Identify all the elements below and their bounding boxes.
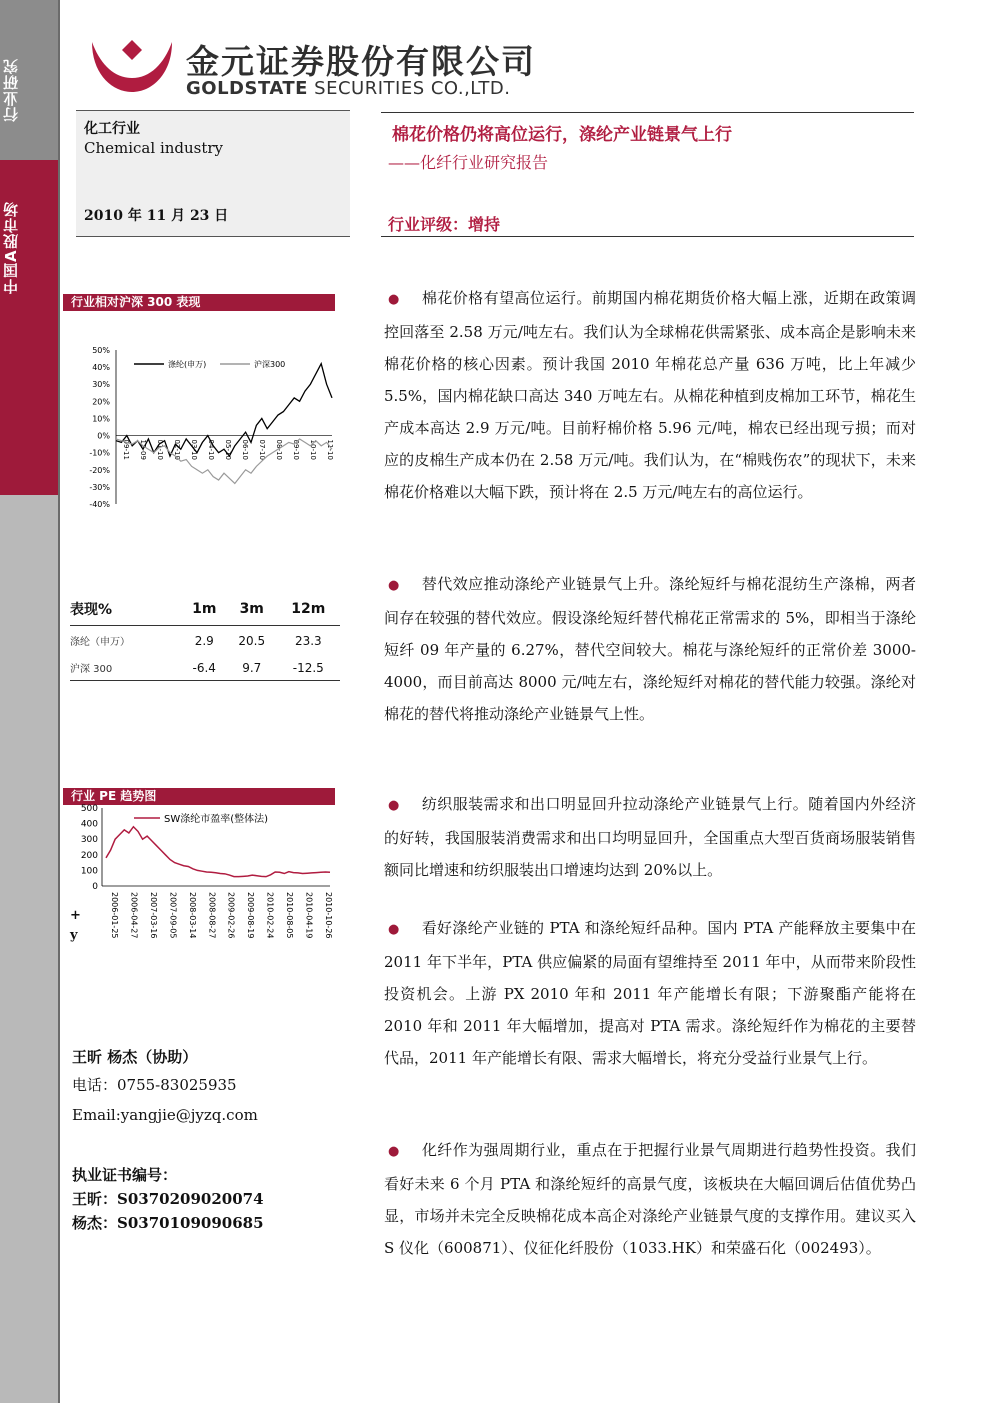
x-tick-label: 05-10 (224, 439, 232, 460)
side-letter: y (70, 928, 78, 943)
x-tick-label: 12-09 (139, 439, 147, 460)
industry-rating: 行业评级：增持 (388, 215, 501, 234)
legend-label: 沪深300 (254, 360, 286, 369)
x-tick-label: 2006-04-27 (129, 892, 139, 939)
y-tick-label: 0% (97, 431, 110, 441)
title-rule-top (381, 112, 914, 113)
industry-cn: 化工行业 (84, 121, 140, 137)
pe-chart-header: 行业 PE 趋势图 (63, 788, 335, 805)
table-spacer (63, 580, 335, 588)
author-names: 王昕 杨杰（协助） (72, 1048, 198, 1066)
row-name: 沪深 300 (70, 653, 182, 681)
table-header-1m: 1m (182, 596, 227, 626)
y-tick-label: 200 (80, 850, 98, 861)
x-tick-label: 04-10 (207, 439, 215, 460)
x-tick-label: 2009-08-19 (246, 892, 256, 939)
x-tick-label: 10-10 (309, 439, 317, 460)
paragraph-textile-demand: ● 纺织服装需求和出口明显回升拉动涤纶产业链景气上行。随着国内外经济的好转，我国服装消费需求和出口均明显回升，全国重点大型百货商场服装销售额同比增速和纺织服装出口增速均达到 20%以上。 (384, 795, 916, 879)
company-logo-icon (88, 34, 176, 96)
x-tick-label: 2008-03-14 (187, 892, 197, 939)
cert-wangxin: 王昕：S0370209020074 (72, 1190, 264, 1208)
row-value-1m: 2.9 (194, 633, 214, 648)
performance-table (70, 596, 340, 681)
x-tick-label: 2007-03-16 (148, 892, 158, 939)
y-tick-label: 0 (92, 882, 98, 892)
paragraph-pta: ● 看好涤纶产业链的 PTA 和涤纶短纤品种。国内 PTA 产能释放主要集中在 2011 年下半年，PTA 供应偏紧的局面有望维持至 2011 年中，从而带来阶段性投资机会。上游 PX 2010 年和 2011 年产能增长有限；下游聚酯产能将在 2010 年和 2011 年大幅增加，提高对 PTA 需求。涤纶短纤作为棉花的主要替代品，2011 年产能增长有限、需求大幅增长，将充分受益行业景气上行。 (384, 919, 917, 1067)
bullet-icon: ● (388, 922, 400, 937)
x-tick-label: 08-10 (275, 439, 283, 460)
x-tick-label: 2009-02-26 (226, 892, 236, 939)
report-date: 2010 年 11 月 23 日 (84, 208, 229, 224)
y-tick-label: 20% (92, 397, 110, 407)
y-tick-label: -20% (89, 465, 110, 475)
bullet-icon: ● (388, 292, 400, 307)
row-value-12m: 23.3 (294, 633, 322, 648)
x-tick-label: 2007-09-05 (168, 892, 178, 939)
row-name: 涤纶（申万） (70, 637, 130, 648)
side-letter: + (70, 908, 81, 923)
x-tick-label: 2008-08-27 (207, 892, 217, 939)
relative-chart-header: 行业相对沪深 300 表现 (63, 294, 335, 311)
cert-yangjie: 杨杰：S0370109090685 (72, 1214, 264, 1232)
y-tick-label: -30% (89, 482, 110, 492)
company-name-en: GOLDSTATE SECURITIES CO.,LTD. (186, 78, 511, 99)
sidebar-top-label: 行业研究 (2, 58, 20, 122)
company-name-cn: 金元证券股份有限公司 (186, 42, 536, 81)
x-tick-label: 11-10 (326, 439, 334, 460)
legend-label: 涤纶(申万) (168, 360, 207, 369)
x-tick-label: 09-11 (122, 439, 130, 460)
report-subtitle: ——化纤行业研究报告 (388, 153, 549, 172)
y-tick-label: 100 (80, 866, 98, 877)
y-tick-label: 30% (92, 380, 110, 390)
bullet-icon: ● (388, 798, 400, 813)
x-tick-label: 2010-04-19 (304, 892, 314, 939)
legend-label: SW涤纶市盈率(整体法) (164, 814, 269, 825)
table-header-label: 表现% (70, 596, 182, 626)
paragraph-substitution: ● 替代效应推动涤纶产业链景气上升。涤纶短纤与棉花混纺生产涤棉，两者间存在较强的替代效应。假设涤纶短纤替代棉花正常需求的 5%，即相当于涤纶短纤 09 年产量的 6.27%，替代空间较大。棉花与涤纶短纤的正常价差 3000-4000，而目前高达 8000 元/吨左右，涤纶短纤对棉花的替代能力较强。涤纶对棉花的替代将推动涤纶产业链景气上性。 (384, 575, 916, 723)
y-tick-label: 400 (80, 819, 98, 830)
y-tick-label: 40% (92, 363, 110, 373)
x-tick-label: 09-10 (292, 439, 300, 460)
bullet-icon: ● (388, 1144, 400, 1159)
x-tick-label: 2010-02-24 (265, 892, 275, 939)
industry-en: Chemical industry (84, 139, 224, 157)
table-row (70, 626, 340, 654)
bullet-icon: ● (388, 578, 400, 593)
table-header-3m: 3m (227, 596, 277, 626)
x-tick-label: 06-10 (241, 439, 249, 460)
author-email[interactable]: Email:yangjie@jyzq.com (72, 1106, 258, 1124)
y-tick-label: -10% (89, 448, 110, 458)
paragraph-cotton-price: ● 棉花价格有望高位运行。前期国内棉花期货价格大幅上涨，近期在政策调控回落至 2.58 万元/吨左右。我们认为全球棉花供需紧张、成本高企是影响未来棉花价格的核心因素。预计我国 2010 年棉花总产量 636 万吨，比上年减少 5.5%，国内棉花缺口高达 340 万吨左右。从棉花种植到皮棉加工环节，棉花生产成本高达 2.9 万元/吨。目前籽棉价格 5.96 元/吨，棉农已经出现亏损；而对应的皮棉生产成本仍在 2.58 万元/吨。我们认为，在“棉贱伤农”的现状下，未来棉花价格难以大幅下跌，预计将在 2.5 万元/吨左右的高位运行。 (384, 289, 916, 501)
relative-performance-chart (68, 336, 340, 512)
cert-title: 执业证书编号： (72, 1166, 178, 1184)
x-tick-label: 2006-01-25 (110, 892, 119, 939)
paragraph-recommendation: ● 化纤作为强周期行业，重点在于把握行业景气周期进行趋势性投资。我们看好未来 6 个月 PTA 和涤纶短纤的高景气度，该板块在大幅回调后估值优势凸显，市场并未完全反映棉花成本高企对涤纶产业链景气度的支撑作用。建议买入 S 仪化（600871）、仪征化纤股份（1033.HK）和荣盛石化（002493）。 (384, 1141, 916, 1257)
x-tick-label: 02-10 (173, 439, 181, 460)
x-tick-label: 03-10 (190, 439, 198, 460)
y-tick-label: 500 (80, 804, 98, 814)
sidebar-market-label: 中国A股市场 (2, 201, 20, 294)
x-tick-label: 01-10 (156, 439, 164, 460)
y-tick-label: 50% (92, 346, 110, 355)
y-tick-label: -40% (89, 500, 110, 509)
author-phone: 电话：0755-83025935 (72, 1076, 237, 1094)
x-tick-label: 2010-10-26 (324, 892, 333, 939)
table-header-12m: 12m (277, 596, 340, 626)
y-tick-label: 10% (92, 414, 110, 424)
row-value-3m: 9.7 (227, 653, 277, 681)
series-line (106, 827, 330, 877)
x-tick-label: 07-10 (258, 439, 266, 460)
sidebar-divider (58, 0, 60, 1403)
row-value-12m: -12.5 (277, 653, 340, 681)
row-value-3m: 20.5 (238, 633, 266, 648)
title-rule-bottom (381, 236, 914, 237)
pe-trend-chart (68, 804, 340, 972)
x-tick-label: 2010-08-05 (285, 892, 295, 939)
report-title: 棉花价格仍将高位运行，涤纶产业链景气上行 (392, 125, 732, 145)
y-tick-label: 300 (80, 835, 98, 846)
table-row (70, 653, 340, 681)
row-value-1m: -6.4 (182, 653, 227, 681)
